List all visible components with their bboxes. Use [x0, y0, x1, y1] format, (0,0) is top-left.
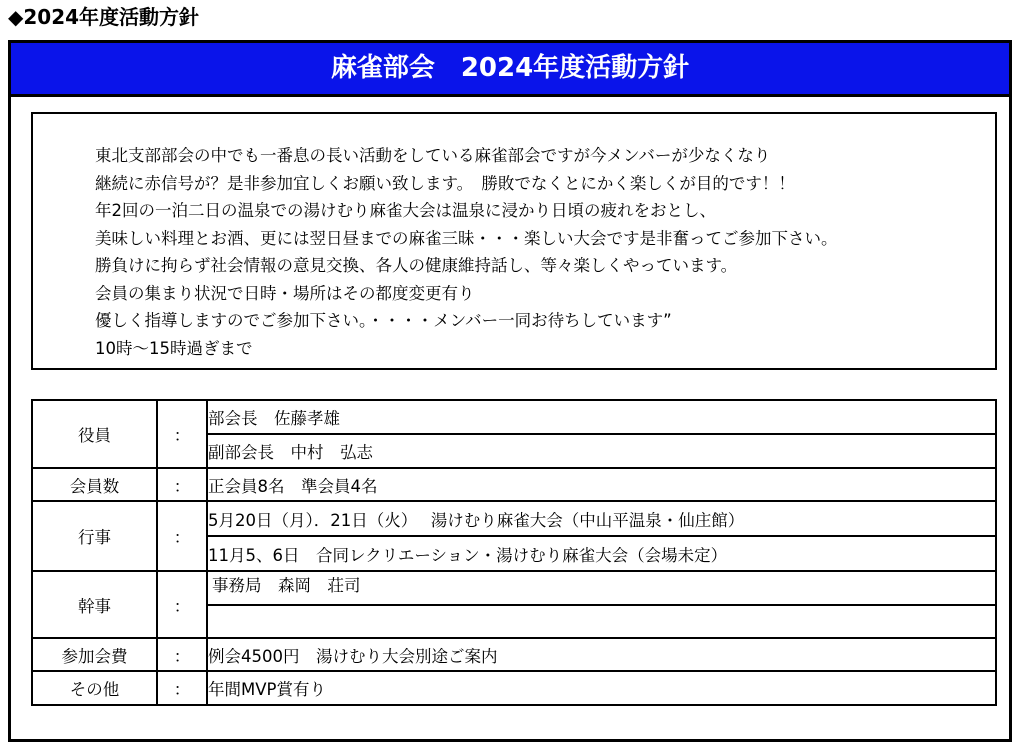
row-label-members: 会員数 [32, 468, 157, 501]
row-label-other: その他 [32, 671, 157, 705]
intro-box [31, 112, 997, 370]
intro-line: 勝負けに拘らず社会情報の意見交換、各人の健康維持話し、等々楽しくやっています。 [95, 256, 738, 275]
table-row [32, 571, 996, 605]
table-row [32, 638, 996, 671]
other-value: 年間MVP賞有り [207, 671, 996, 705]
intro-line: 10時～15時過ぎまで [95, 338, 253, 358]
members-value: 正会員8名 準会員4名 [207, 468, 996, 501]
intro-line: 東北支部部会の中でも一番息の長い活動をしている麻雀部会ですが今メンバーが少なくなり [95, 146, 771, 165]
secretary-value: 事務局 森岡 荘司 [207, 571, 996, 605]
row-colon: ： [157, 638, 207, 671]
banner-title: 麻雀部会 2024年度活動方針 [11, 43, 1009, 97]
row-colon: ： [157, 400, 207, 468]
table-row [32, 400, 996, 434]
table-row [32, 501, 996, 536]
row-label-officers: 役員 [32, 400, 157, 468]
row-label-secretary: 幹事 [32, 571, 157, 638]
officer-value: 副部会長 中村 弘志 [207, 434, 996, 468]
row-colon: ： [157, 468, 207, 501]
officer-value: 部会長 佐藤孝雄 [207, 400, 996, 434]
secretary-value [207, 605, 996, 638]
table-row [32, 671, 996, 705]
fee-value: 例会4500円 湯けむり大会別途ご案内 [207, 638, 996, 671]
row-label-events: 行事 [32, 501, 157, 571]
intro-line: 優しく指導しますのでご参加下さい。・・・・メンバー一同お待ちしています” [95, 311, 672, 330]
intro-line: 美味しい料理とお酒、更には翌日昼までの麻雀三昧・・・楽しい大会です是非奮ってご参加下さい。 [95, 228, 838, 248]
row-label-fee: 参加会費 [32, 638, 157, 671]
info-table [31, 399, 997, 706]
row-colon: ： [157, 571, 207, 638]
row-colon: ： [157, 501, 207, 571]
intro-line: 会員の集まり状況で日時・場所はその都度変更有り [95, 283, 475, 303]
event-value: 11月5、6日 合同レクリエーション・湯けむり麻雀大会（会場未定） [207, 536, 996, 571]
intro-text [95, 142, 838, 362]
table-row [32, 468, 996, 501]
intro-line: 年2回の一泊二日の温泉での湯けむり麻雀大会は温泉に浸かり日頃の疲れをおとし、 [95, 201, 716, 220]
page-heading: ◆2024年度活動方針 [8, 5, 200, 29]
event-value: 5月20日（月）．21日（火） 湯けむり麻雀大会（中山平温泉・仙庄館） [207, 501, 996, 536]
row-colon: ： [157, 671, 207, 705]
intro-line: 継続に赤信号が？是非参加宜しくお願い致します。 勝敗でなくとにかく楽しくが目的です！！ [95, 173, 795, 193]
